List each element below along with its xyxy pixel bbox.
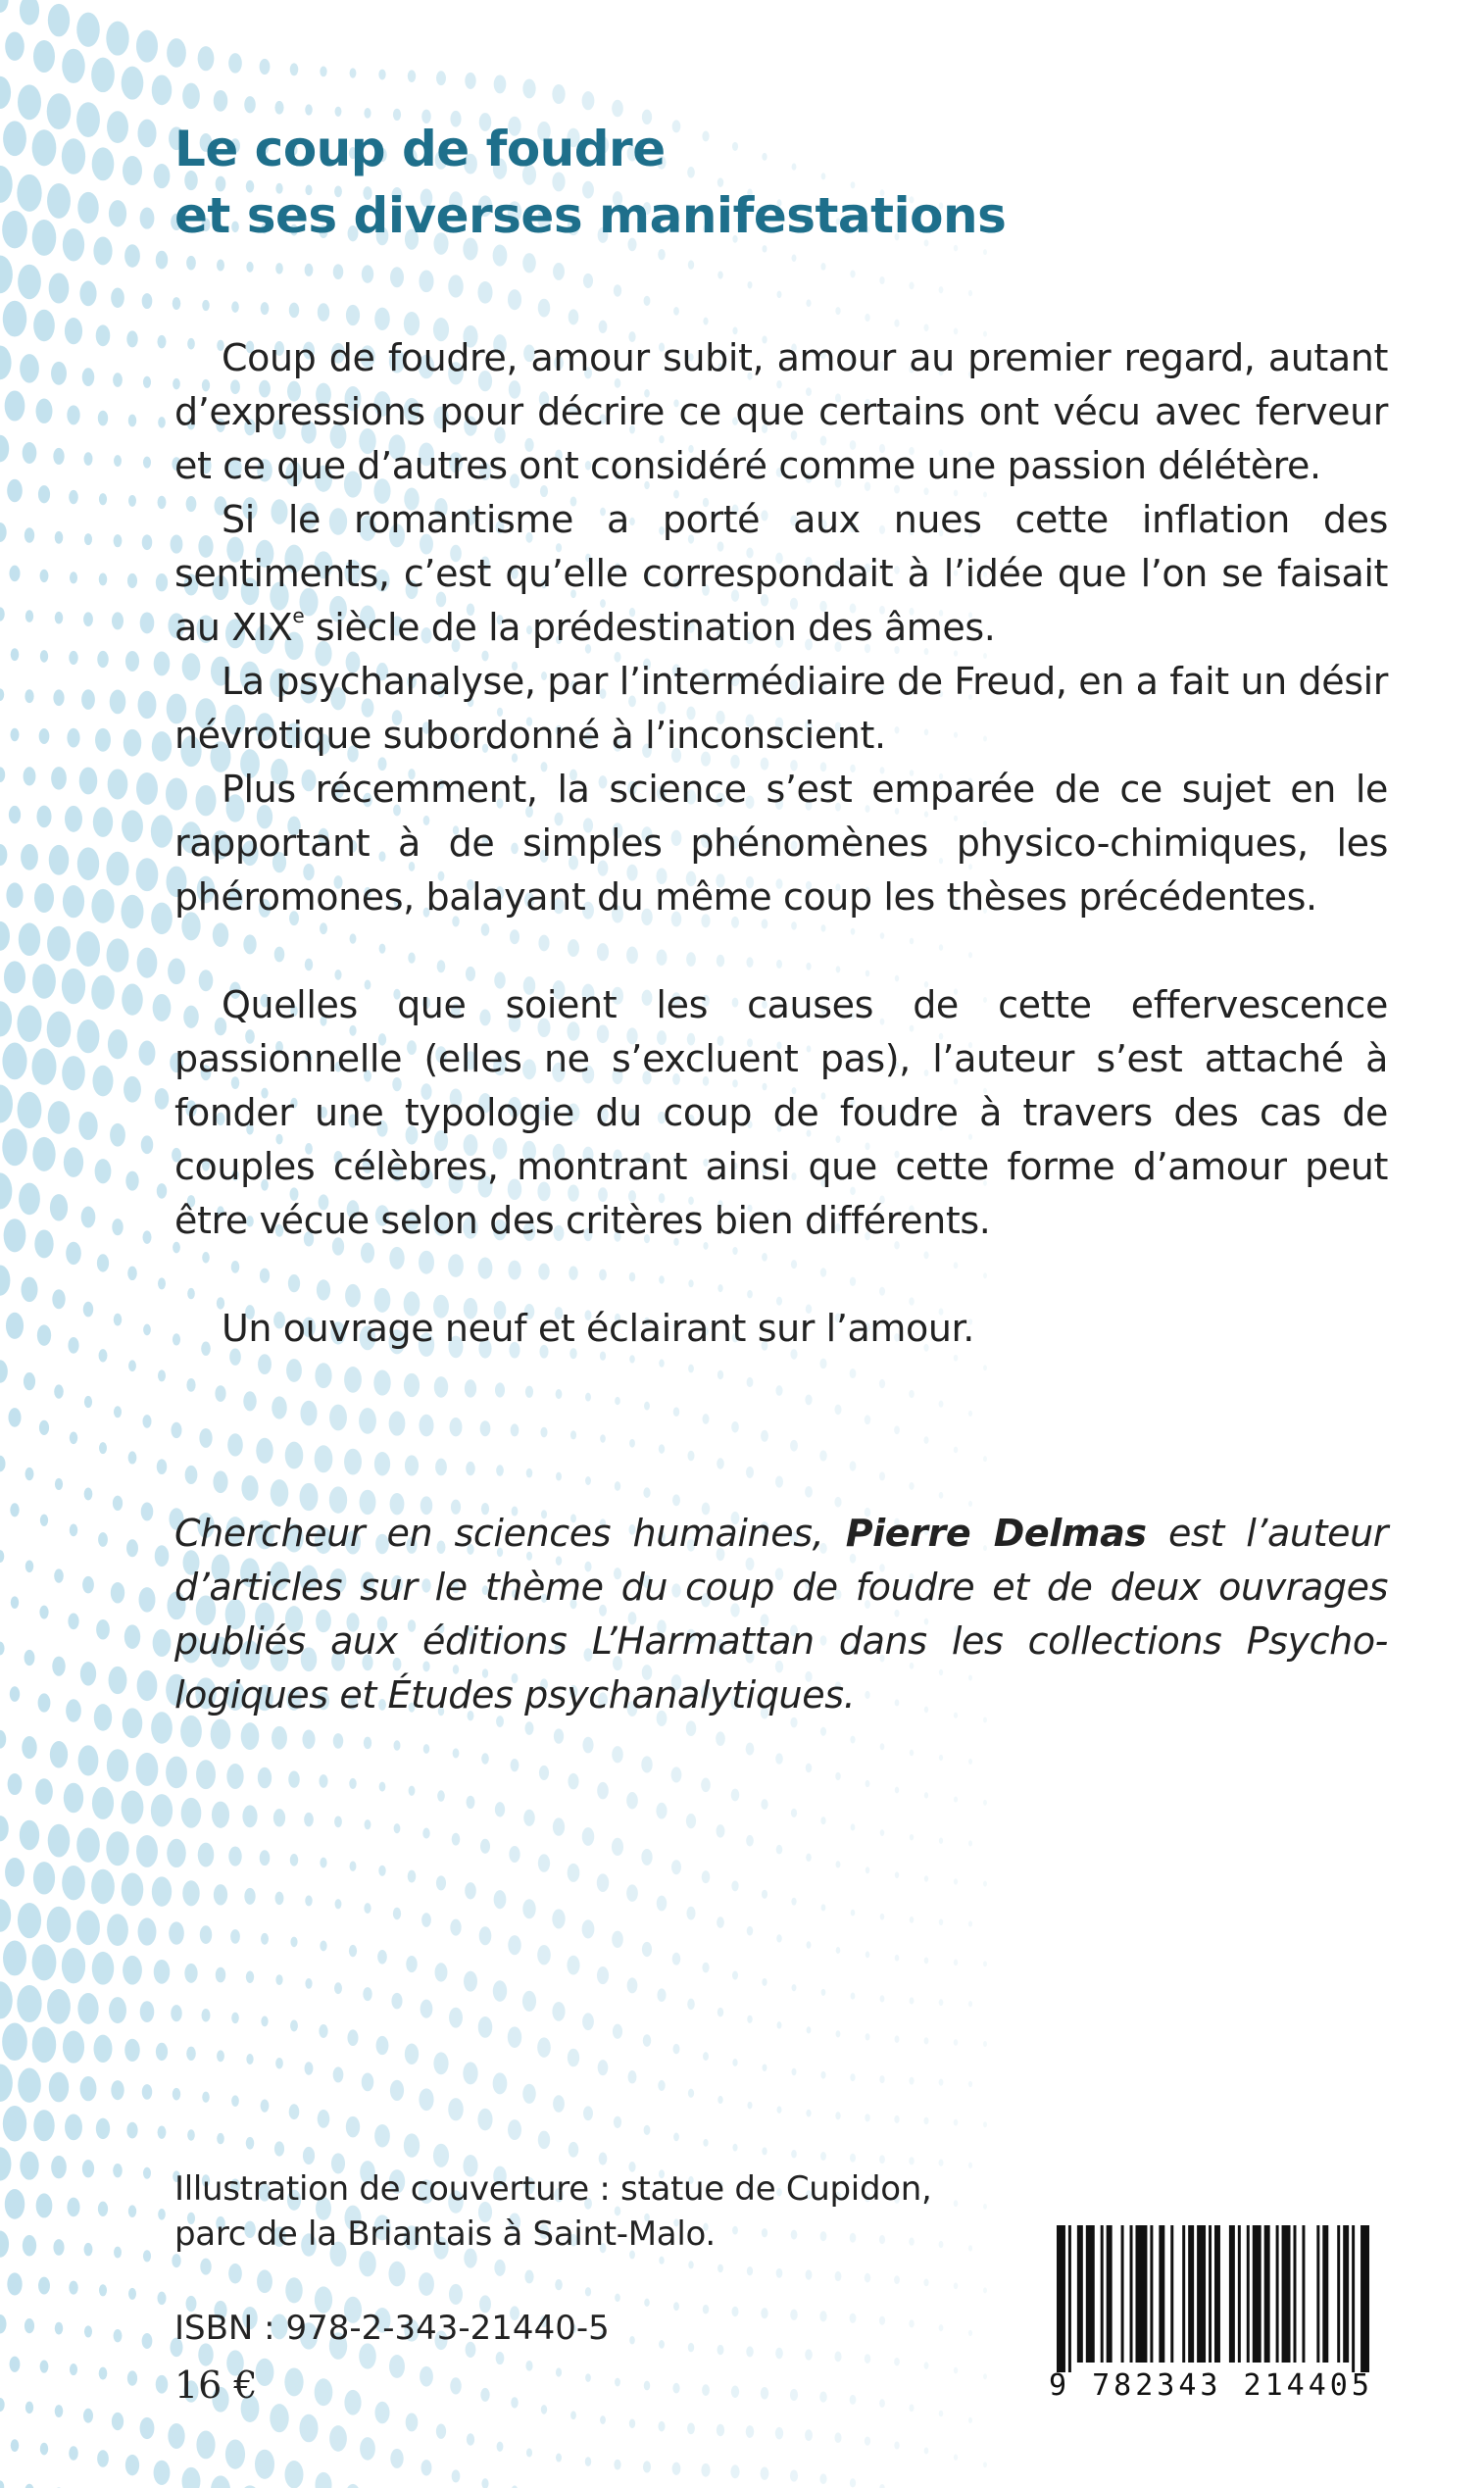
- book-title: [174, 116, 1351, 249]
- author-bio-end: est l’auteur d’articles sur le thème du coup de foudre et de deux ouvrages publiés aux éditions L’Harmattan dans les collections Psycho-logiques et Études psychanalytiques.: [174, 1512, 1389, 1717]
- blurb-paragraph-2-start: Si le romantisme a porté aux nues cette inflation des sentiments, c’est qu’elle correspondait à l’idée que l’on se faisait au XIX: [174, 498, 1388, 649]
- blurb-paragraph-1: Coup de foudre, amour subit, amour au premier regard, autant d’expressions pour décrire ce que certains ont vécu avec ferveur et ce que d’autres ont considéré comme une passion délétère.: [174, 336, 1388, 487]
- barcode: [1049, 2225, 1372, 2408]
- blurb-paragraph-3: La psychanalyse, par l’intermédiaire de Freud, en a fait un désir névrotique subordonné à l’inconscient.: [174, 660, 1388, 757]
- isbn-label: ISBN : 978-2-343-21440-5: [174, 2309, 610, 2348]
- author-bio: [174, 1507, 1388, 1722]
- barcode-digits: 9 782343 214405: [1049, 2368, 1373, 2403]
- author-name: Pierre Delmas: [845, 1512, 1147, 1555]
- title-line-2: et ses diverses manifestations: [174, 187, 1007, 244]
- title-line-1: Le coup de foudre: [174, 121, 666, 177]
- price-label: 16 €: [174, 2364, 258, 2407]
- blurb-paragraph-5: Quelles que soient les causes de cette effervescence passionnelle (elles ne s’excluent pas), l’auteur s’est attaché à fonder une typologie du coup de foudre à travers des cas de couples célèbres, montrant ainsi que cette forme d’amour peut être vécue selon des critères bien différents.: [174, 983, 1388, 1242]
- blurb-paragraph-2: [174, 493, 1388, 655]
- credits-line-1: Illustration de couverture : statue de Cupidon,: [174, 2169, 932, 2209]
- cover-credits: [174, 2166, 931, 2257]
- author-bio-start: Chercheur en sciences humaines,: [174, 1512, 846, 1555]
- blurb: [174, 331, 1388, 1356]
- blurb-paragraph-2-end: siècle de la prédestination des âmes.: [304, 606, 996, 649]
- blurb-paragraph-6: Un ouvrage neuf et éclairant sur l’amour.: [222, 1307, 974, 1350]
- barcode-bars: [1057, 2225, 1372, 2372]
- century-superscript: e: [292, 604, 305, 627]
- blurb-paragraph-4: Plus récemment, la science s’est emparée de ce sujet en le rapportant à de simples phénomènes physico-chimiques, les phéromones, balayant du même coup les thèses précédentes.: [174, 768, 1388, 919]
- credits-line-2: parc de la Briantais à Saint-Malo.: [174, 2214, 716, 2254]
